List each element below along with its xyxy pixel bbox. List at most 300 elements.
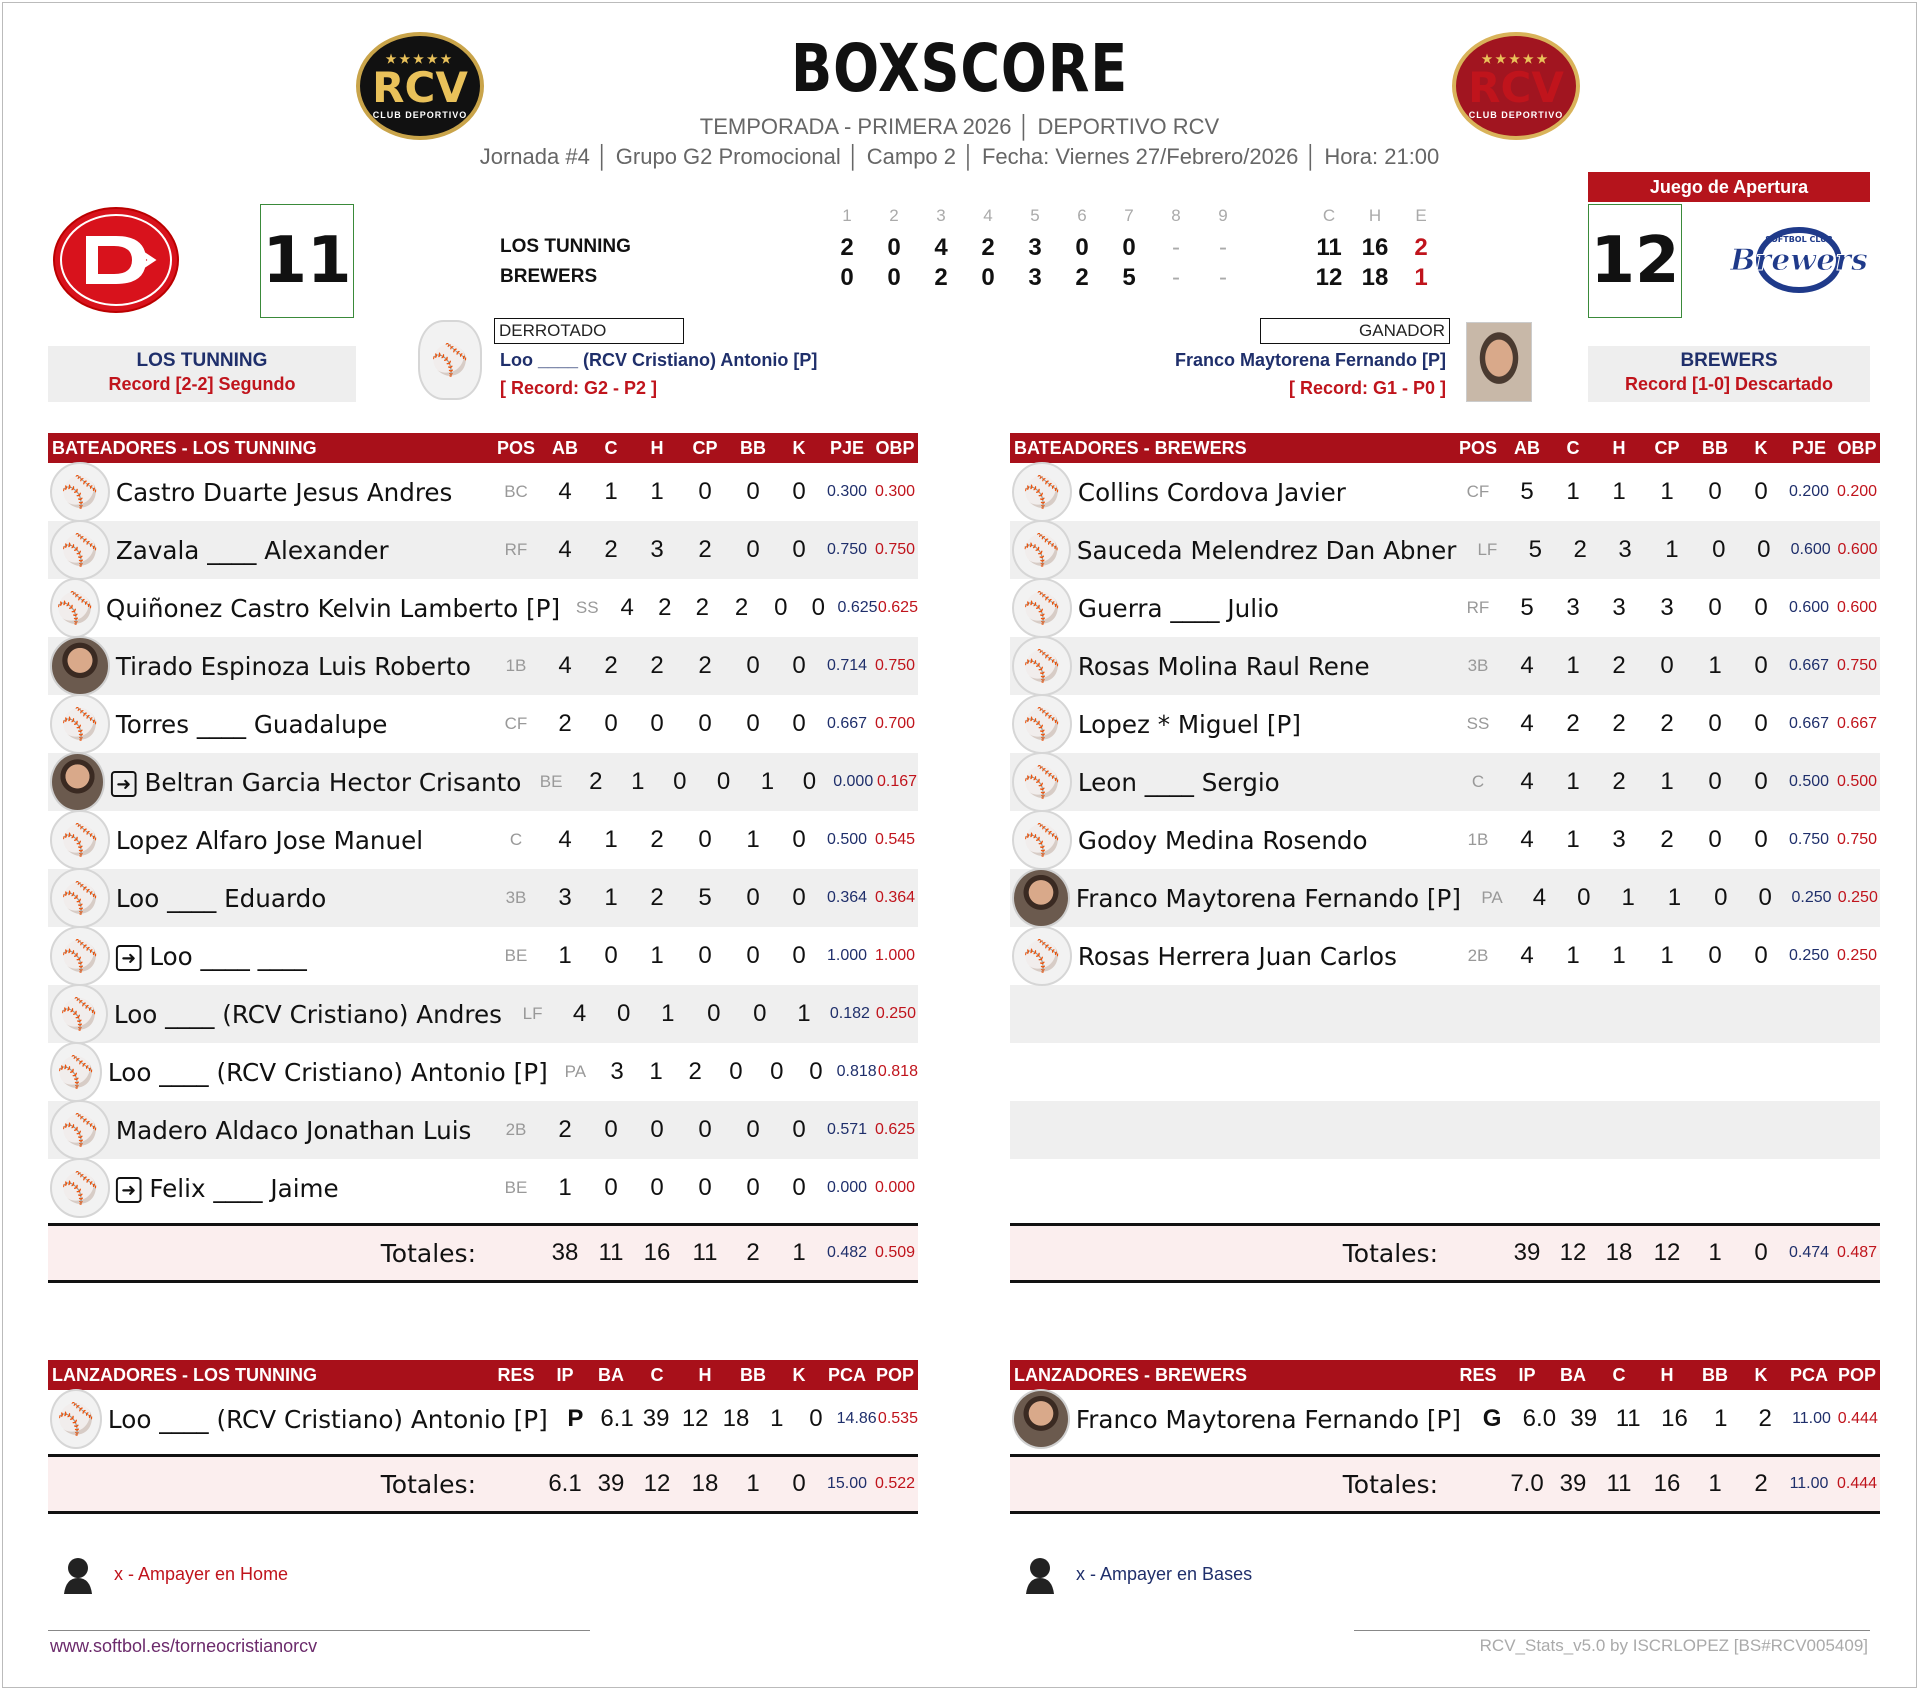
total-h: 18 <box>1605 1239 1633 1266</box>
player-name-text: Rosas Molina Raul Rene <box>1077 651 1370 681</box>
stat-bb: 1 <box>746 826 760 853</box>
stat-ab: 4 <box>1520 710 1534 737</box>
stat-pos: BC <box>504 482 528 501</box>
column-header-k: K <box>1754 437 1768 458</box>
stat-bb: 0 <box>746 1174 760 1201</box>
stat-pos: PA <box>564 1062 587 1081</box>
column-header-obp: OBP <box>875 437 915 458</box>
batter-row <box>48 927 918 985</box>
stat-h: 1 <box>661 1000 675 1027</box>
player-name <box>110 710 484 739</box>
stat-ab: 4 <box>1520 768 1534 795</box>
column-header-ba: BA <box>598 1364 624 1385</box>
player-name <box>110 826 484 855</box>
player-name <box>110 478 484 507</box>
team-card-los-tunning: LOS TUNNING Record [2-2] Segundo <box>48 346 356 402</box>
inning-9-team-2: - <box>1219 264 1227 291</box>
stat-h: 2 <box>1612 652 1626 679</box>
winner-name: Franco Maytorena Fernando [P] <box>1174 350 1446 370</box>
player-name-text: Collins Cordova Javier <box>1077 477 1346 507</box>
stat-bb: 0 <box>770 1058 784 1085</box>
stat-h: 2 <box>695 594 710 621</box>
inning-6-team-2: 2 <box>1075 264 1089 291</box>
loser-label: DERROTADO <box>494 318 684 344</box>
stat-h: 2 <box>1612 710 1626 737</box>
stat-pje: 0.000 <box>826 1179 868 1196</box>
totals-row <box>48 1454 918 1514</box>
stat-k: 0 <box>1754 768 1768 795</box>
column-header-k: K <box>1754 1364 1768 1385</box>
stat-pje: 0.200 <box>1788 483 1830 500</box>
inning-header-7: 7 <box>1124 206 1134 225</box>
inning-header-1: 1 <box>842 206 852 225</box>
stat-k: 0 <box>792 884 806 911</box>
stat-pos: CF <box>1466 482 1490 501</box>
loser-name: Loo ____ (RCV Cristiano) Antonio [P] <box>500 350 818 370</box>
stat-c: 0 <box>604 1174 618 1201</box>
total-k: 2 <box>1754 1470 1768 1497</box>
total-ab: 39 <box>1513 1239 1541 1266</box>
total-c: 12 <box>1559 1239 1587 1266</box>
batter-row <box>48 521 918 579</box>
batting-table-los-tunning <box>48 433 918 1283</box>
totals-label: Totales: <box>1342 1469 1438 1499</box>
stat-obp: 0.600 <box>1837 541 1878 558</box>
winner-photo <box>1466 322 1532 402</box>
stat-pje: 0.750 <box>826 541 868 558</box>
player-name <box>110 536 484 565</box>
winner-record: [ Record: G1 - P0 ] <box>1288 378 1446 398</box>
stat-pos: 2B <box>1467 946 1489 965</box>
stat-ab: 2 <box>558 710 572 737</box>
total-header-h: H <box>1368 206 1382 225</box>
column-header-obp: OBP <box>1837 437 1877 458</box>
player-avatar: ⚾ <box>50 810 110 870</box>
column-header-bb: BB <box>1702 437 1728 458</box>
stat-ab: 5 <box>1528 536 1542 563</box>
player-name <box>1070 884 1461 913</box>
stat-c: 1 <box>649 1058 663 1085</box>
total-obp: 0.509 <box>874 1244 916 1261</box>
inning-5-team-1: 3 <box>1028 234 1042 261</box>
stat-ab: 3 <box>558 884 572 911</box>
stat-h: 2 <box>688 1058 702 1085</box>
stat-h: 1 <box>650 478 664 505</box>
player-avatar: ⚾ <box>50 578 100 638</box>
stat-c: 11 <box>1615 1405 1641 1432</box>
stat-k: 1 <box>797 1000 811 1027</box>
player-name <box>105 768 521 797</box>
rcv-logo-right: ★★★★★ RCV CLUB DEPORTIVO <box>1452 32 1580 140</box>
player-name-text: Loo ____ ____ <box>149 941 307 971</box>
stat-k: 0 <box>1754 478 1768 505</box>
stat-c: 1 <box>1566 942 1580 969</box>
stat-ip: 6.1 <box>600 1405 634 1432</box>
total-pje: 0.474 <box>1788 1244 1830 1261</box>
stat-obp: 0.167 <box>877 773 918 790</box>
stat-pos: LF <box>522 1004 543 1023</box>
column-header-pop: POP <box>875 1364 914 1385</box>
stat-k: 0 <box>792 942 806 969</box>
stat-pos: RF <box>1466 598 1490 617</box>
stat-cp: 3 <box>1660 594 1674 621</box>
player-name-text: Guerra ____ Julio <box>1077 593 1279 623</box>
batter-row <box>1010 927 1880 985</box>
batter-row <box>48 1159 918 1217</box>
total-ab: 38 <box>551 1239 579 1266</box>
stat-obp: 0.364 <box>874 889 916 906</box>
stat-k: 0 <box>1754 942 1768 969</box>
pitcher-row <box>1010 1390 1880 1448</box>
column-header-pca: PCA <box>827 1364 866 1385</box>
stat-cp: 0 <box>707 1000 721 1027</box>
player-name-text: Loo ____ Eduardo <box>115 883 327 913</box>
column-header-c: C <box>604 437 618 458</box>
batting-table-brewers <box>1010 433 1880 1283</box>
stat-h: 3 <box>1612 594 1626 621</box>
stat-c: 1 <box>1566 652 1580 679</box>
player-name <box>110 1116 484 1145</box>
player-avatar <box>1012 868 1070 928</box>
stat-h: 3 <box>1612 826 1626 853</box>
player-name <box>102 1058 548 1087</box>
batter-row <box>1010 463 1880 521</box>
stat-pos: BE <box>504 946 528 965</box>
stat-cp: 1 <box>1667 884 1682 911</box>
stat-k: 2 <box>1758 1405 1772 1432</box>
stat-bb: 0 <box>746 652 760 679</box>
stat-ba: 39 <box>1570 1405 1598 1432</box>
team-card-brewers: BREWERS Record [1-0] Descartado <box>1588 346 1870 402</box>
inning-1-team-1: 2 <box>840 234 854 261</box>
player-name <box>1072 652 1446 681</box>
column-header-pje: PJE <box>1791 437 1827 458</box>
total-ip: 7.0 <box>1510 1470 1544 1497</box>
totals-row <box>1010 1223 1880 1283</box>
inning-7-team-2: 5 <box>1122 264 1136 291</box>
stat-bb: 0 <box>746 710 760 737</box>
stat-bb: 1 <box>1708 652 1722 679</box>
batter-row <box>48 463 918 521</box>
inning-2-team-2: 0 <box>887 264 901 291</box>
player-avatar <box>1012 1389 1070 1449</box>
stat-ab: 4 <box>1520 652 1534 679</box>
table-title: BATEADORES - LOS TUNNING <box>52 437 317 458</box>
stat-cp: 2 <box>1660 710 1674 737</box>
stat-bb: 0 <box>1708 710 1722 737</box>
stat-bb: 0 <box>774 594 788 621</box>
column-header-pos: POS <box>496 437 535 458</box>
pitching-table-brewers <box>1010 1360 1880 1514</box>
player-avatar: ⚾ <box>50 984 108 1044</box>
total-e-team-2: 1 <box>1414 264 1428 291</box>
stat-k: 0 <box>1754 652 1768 679</box>
column-header-pop: POP <box>1837 1364 1876 1385</box>
column-header-ip: IP <box>556 1364 574 1385</box>
stat-ab: 5 <box>1520 478 1534 505</box>
stat-ab: 4 <box>558 652 572 679</box>
total-obp: 0.487 <box>1836 1244 1878 1261</box>
stat-obp: 0.250 <box>1837 889 1878 906</box>
total-bb: 1 <box>1708 1239 1722 1266</box>
stat-cp: 2 <box>698 536 712 563</box>
stat-res: P <box>567 1405 584 1432</box>
totals-row <box>48 1223 918 1283</box>
substitution-icon: ➜ <box>111 771 137 797</box>
player-name-text: Quiñonez Castro Kelvin Lamberto [P] <box>105 593 560 623</box>
home-score: 11 <box>260 204 354 318</box>
linescore-grid <box>824 206 1264 298</box>
stat-cp: 2 <box>734 594 749 621</box>
stat-k: 0 <box>792 536 806 563</box>
player-avatar: ⚾ <box>1012 694 1072 754</box>
batter-row <box>1010 637 1880 695</box>
stat-cp: 0 <box>698 1116 712 1143</box>
player-name-text: Torres ____ Guadalupe <box>115 709 388 739</box>
stat-pje: 0.667 <box>1788 657 1830 674</box>
stat-k: 0 <box>1754 710 1768 737</box>
batter-row <box>48 985 918 1043</box>
stat-pje: 1.000 <box>826 947 868 964</box>
stat-ip: 6.0 <box>1522 1405 1557 1432</box>
player-name <box>100 594 560 623</box>
player-avatar: ⚾ <box>1012 926 1072 986</box>
stat-ab: 4 <box>1532 884 1547 911</box>
inning-9-team-1: - <box>1219 234 1227 261</box>
stat-c: 2 <box>604 652 618 679</box>
total-header-e: E <box>1415 206 1427 225</box>
player-name-text: Rosas Herrera Juan Carlos <box>1077 941 1397 971</box>
player-name-text: Beltran Garcia Hector Crisanto <box>144 767 522 797</box>
stat-c: 0 <box>604 1116 618 1143</box>
column-header-bb: BB <box>740 1364 766 1385</box>
stat-pje: 0.600 <box>1788 599 1830 616</box>
opening-game-badge: Juego de Apertura <box>1588 172 1870 202</box>
stat-pos: CF <box>504 714 528 733</box>
stat-k: 0 <box>1754 594 1768 621</box>
stat-obp: 0.300 <box>874 483 916 500</box>
inning-2-team-1: 0 <box>887 234 901 261</box>
stat-pje: 0.600 <box>1790 541 1831 558</box>
total-h-team-2: 18 <box>1361 264 1389 291</box>
stat-obp: 1.000 <box>874 947 916 964</box>
loser-record: [ Record: G2 - P2 ] <box>500 378 658 398</box>
stat-bb: 0 <box>746 478 760 505</box>
stat-h: 16 <box>1661 1405 1688 1432</box>
column-header-h: H <box>650 437 664 458</box>
inning-5-team-2: 3 <box>1028 264 1042 291</box>
total-e-team-1: 2 <box>1414 234 1428 261</box>
stat-c: 1 <box>604 478 618 505</box>
stat-cp: 2 <box>698 652 712 679</box>
empty-row <box>1010 1043 1880 1101</box>
stat-bb: 1 <box>760 768 775 795</box>
stat-pje: 0.250 <box>1791 889 1832 906</box>
stat-c: 1 <box>1566 826 1580 853</box>
player-name-text: Madero Aldaco Jonathan Luis <box>115 1115 472 1145</box>
stat-obp: 0.750 <box>1836 657 1878 674</box>
column-header-ba: BA <box>1560 1364 1586 1385</box>
stat-k: 0 <box>792 1174 806 1201</box>
stat-k: 0 <box>792 478 806 505</box>
stat-c: 1 <box>604 826 618 853</box>
stat-pje: 0.667 <box>1788 715 1830 732</box>
total-c-team-1: 11 <box>1316 234 1342 261</box>
stat-c: 2 <box>1566 710 1580 737</box>
stat-h: 1 <box>650 942 664 969</box>
column-header-pca: PCA <box>1789 1364 1828 1385</box>
batter-row <box>1010 869 1880 927</box>
stat-pos: C <box>1471 772 1485 791</box>
stat-pje: 0.667 <box>826 715 868 732</box>
rcv-logo-left: ★★★★★ RCV CLUB DEPORTIVO <box>356 32 484 140</box>
stat-pca: 14.86 <box>836 1410 877 1427</box>
batter-row <box>48 811 918 869</box>
player-avatar <box>50 636 110 696</box>
column-header-k: K <box>792 1364 806 1385</box>
stat-ab: 4 <box>558 478 572 505</box>
column-header-bb: BB <box>740 437 766 458</box>
totals-label: Totales: <box>380 1469 476 1499</box>
column-header-c: C <box>1612 1364 1626 1385</box>
stat-c: 2 <box>658 594 672 621</box>
stat-k: 0 <box>792 826 806 853</box>
player-name <box>1072 478 1446 507</box>
batter-row <box>48 1043 918 1101</box>
stat-pos: 2B <box>505 1120 527 1139</box>
player-name <box>1072 768 1446 797</box>
batter-row <box>1010 579 1880 637</box>
pitching-table-los-tunning <box>48 1360 918 1514</box>
player-name-text: Lopez Alfaro Jose Manuel <box>115 825 424 855</box>
player-name-text: Sauceda Melendrez Dan Abner <box>1076 535 1457 565</box>
stat-bb: 1 <box>770 1405 784 1432</box>
player-name-text: Franco Maytorena Fernando [P] <box>1075 883 1462 913</box>
stat-obp: 0.625 <box>874 1121 916 1138</box>
inning-header-8: 8 <box>1171 206 1181 225</box>
stat-c: 2 <box>1573 536 1587 563</box>
stat-cp: 0 <box>716 768 731 795</box>
stat-pca: 11.00 <box>1792 1410 1831 1427</box>
total-k: 0 <box>792 1470 806 1497</box>
footer-url-link[interactable]: www.softbol.es/torneocristianorcv <box>50 1636 318 1656</box>
stat-bb: 0 <box>746 536 760 563</box>
player-name-text: Castro Duarte Jesus Andres <box>115 477 453 507</box>
empty-row <box>1010 985 1880 1043</box>
stat-h: 3 <box>650 536 664 563</box>
stat-pje: 0.300 <box>826 483 868 500</box>
player-avatar: ⚾ <box>50 694 110 754</box>
stat-c: 12 <box>681 1405 709 1432</box>
stat-pje: 0.625 <box>837 599 878 616</box>
player-avatar: ⚾ <box>50 1389 102 1449</box>
column-header-cp: CP <box>1654 437 1680 458</box>
total-k: 0 <box>1754 1239 1768 1266</box>
player-name <box>110 942 484 971</box>
player-name-text: Felix ____ Jaime <box>149 1173 339 1203</box>
player-name <box>110 652 484 681</box>
footer-divider-right <box>1354 1630 1870 1631</box>
stat-bb: 0 <box>1708 768 1722 795</box>
total-h: 16 <box>643 1239 671 1266</box>
stat-bb: 0 <box>1714 884 1728 911</box>
stat-pos: 3B <box>1467 656 1489 675</box>
player-name-text: Loo ____ (RCV Cristiano) Antonio [P] <box>107 1057 548 1087</box>
inning-header-6: 6 <box>1077 206 1087 225</box>
totals-row <box>1010 1454 1880 1514</box>
stat-ba: 39 <box>642 1405 670 1432</box>
player-name-text: Tirado Espinoza Luis Roberto <box>115 651 471 681</box>
batter-row <box>48 579 918 637</box>
stat-cp: 0 <box>698 826 712 853</box>
stat-k: 0 <box>1757 536 1771 563</box>
player-avatar: ⚾ <box>50 1100 110 1160</box>
stat-obp: 0.667 <box>1836 715 1878 732</box>
total-ba: 39 <box>1559 1470 1587 1497</box>
player-name <box>1072 710 1446 739</box>
stat-pos: LF <box>1477 540 1498 559</box>
total-c: 12 <box>643 1470 671 1497</box>
column-header-h: H <box>698 1364 712 1385</box>
umpire-bases-icon <box>1022 1556 1058 1596</box>
game-details: Jornada #4 │ Grupo G2 Promocional │ Campo 2 │ Fecha: Viernes 27/Febrero/2026 │ Hora: 21:00 <box>479 144 1440 169</box>
table-title: BATEADORES - BREWERS <box>1014 437 1247 458</box>
column-header-h: H <box>1612 437 1626 458</box>
inning-8-team-2: - <box>1172 264 1180 291</box>
stat-cp: 1 <box>1660 478 1674 505</box>
inning-7-team-1: 0 <box>1122 234 1136 261</box>
inning-header-9: 9 <box>1218 206 1228 225</box>
stat-c: 3 <box>1566 594 1580 621</box>
linescore-totals <box>1306 206 1444 298</box>
stat-cp: 0 <box>729 1058 743 1085</box>
inning-8-team-1: - <box>1172 234 1180 261</box>
pitcher-row <box>48 1390 918 1448</box>
stat-ab: 2 <box>558 1116 572 1143</box>
player-name-text: Loo ____ (RCV Cristiano) Andres <box>113 999 502 1029</box>
stat-pos: C <box>509 830 523 849</box>
substitution-icon: ➜ <box>116 1177 142 1203</box>
column-header-ab: AB <box>1514 437 1540 458</box>
stat-cp: 0 <box>698 478 712 505</box>
stat-bb: 0 <box>746 1116 760 1143</box>
stat-pje: 0.714 <box>826 657 868 674</box>
substitution-icon: ➜ <box>116 945 142 971</box>
winner-label: GANADOR <box>1260 318 1450 344</box>
total-pop: 0.444 <box>1836 1475 1878 1492</box>
total-h: 16 <box>1653 1470 1681 1497</box>
stat-pje: 0.182 <box>829 1005 870 1022</box>
stat-c: 1 <box>631 768 645 795</box>
column-header-res: RES <box>1459 1364 1497 1385</box>
stat-obp: 0.500 <box>1836 773 1878 790</box>
player-avatar: ⚾ <box>50 1042 102 1102</box>
batter-row <box>48 1101 918 1159</box>
inning-4-team-2: 0 <box>981 264 995 291</box>
player-name <box>1070 1405 1461 1434</box>
player-name-text: Zavala ____ Alexander <box>115 535 389 565</box>
stat-h: 2 <box>650 826 664 853</box>
stat-k: 0 <box>792 652 806 679</box>
stat-ab: 3 <box>610 1058 624 1085</box>
stat-pos: BE <box>539 772 563 791</box>
player-avatar: ⚾ <box>1012 752 1072 812</box>
player-name-text: Leon ____ Sergio <box>1077 767 1280 797</box>
empty-cell <box>1012 1101 1072 1159</box>
stat-ab: 4 <box>620 594 634 621</box>
total-cp: 11 <box>692 1239 718 1266</box>
player-name <box>1072 594 1446 623</box>
